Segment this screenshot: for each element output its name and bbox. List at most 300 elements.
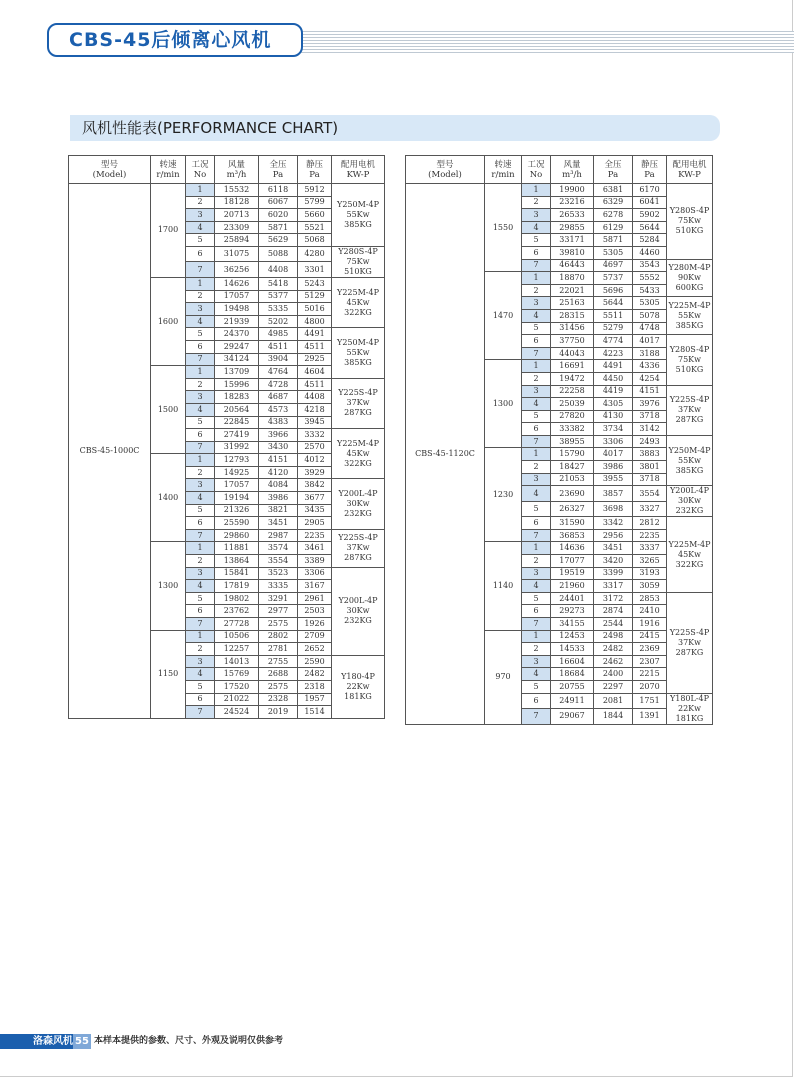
- motor-cell: [332, 378, 385, 428]
- total-pressure-cell: 4305: [594, 398, 633, 411]
- total-pressure-cell: 2874: [594, 605, 633, 618]
- motor-line: 30Kw 232KG: [675, 496, 704, 516]
- column-header: [522, 156, 551, 184]
- static-pressure-cell: 2415: [633, 630, 667, 643]
- motor-line: 287KG: [675, 415, 704, 425]
- airflow-cell: 26533: [551, 209, 594, 222]
- static-pressure-cell: 2235: [633, 529, 667, 542]
- speed-cell: 1300: [151, 542, 186, 630]
- airflow-cell: 14013: [215, 655, 259, 668]
- condition-cell: 4: [186, 221, 215, 234]
- motor-cell: [667, 693, 713, 724]
- static-pressure-cell: 2482: [298, 668, 332, 681]
- motor-line: Y250M-4P: [337, 338, 379, 348]
- condition-cell: 4: [186, 580, 215, 593]
- column-header: [667, 156, 713, 184]
- condition-cell: 5: [186, 416, 215, 429]
- condition-cell: 6: [186, 340, 215, 353]
- column-header: [633, 156, 667, 184]
- airflow-cell: 29067: [551, 709, 594, 725]
- total-pressure-cell: 3955: [594, 473, 633, 486]
- airflow-cell: 15769: [215, 668, 259, 681]
- airflow-cell: 24524: [215, 706, 259, 719]
- airflow-cell: 25590: [215, 517, 259, 530]
- total-pressure-cell: 4687: [259, 391, 298, 404]
- condition-cell: 4: [522, 309, 551, 322]
- condition-cell: 3: [522, 209, 551, 222]
- condition-cell: 6: [522, 423, 551, 436]
- airflow-cell: 19519: [551, 567, 594, 580]
- motor-line: 510KG: [675, 364, 704, 374]
- static-pressure-cell: 3718: [633, 473, 667, 486]
- airflow-cell: 15790: [551, 448, 594, 461]
- total-pressure-cell: 4408: [259, 262, 298, 278]
- total-pressure-cell: 5377: [259, 290, 298, 303]
- static-pressure-cell: 2709: [298, 630, 332, 643]
- motor-cell: [332, 567, 385, 655]
- airflow-cell: 19472: [551, 372, 594, 385]
- airflow-cell: 23690: [551, 486, 594, 502]
- condition-cell: 3: [186, 479, 215, 492]
- total-pressure-cell: 2498: [594, 630, 633, 643]
- motor-cell: [332, 529, 385, 567]
- total-pressure-cell: 3420: [594, 555, 633, 568]
- motor-line: Y225M-4P: [337, 287, 379, 297]
- static-pressure-cell: 5305: [633, 297, 667, 310]
- airflow-cell: 14626: [215, 277, 259, 290]
- static-pressure-cell: 4511: [298, 378, 332, 391]
- condition-cell: 2: [186, 643, 215, 656]
- static-pressure-cell: 1926: [298, 618, 332, 631]
- airflow-cell: 21053: [551, 473, 594, 486]
- condition-cell: 3: [522, 567, 551, 580]
- total-pressure-cell: 2019: [259, 706, 298, 719]
- condition-cell: 2: [186, 555, 215, 568]
- condition-cell: 2: [186, 466, 215, 479]
- motor-line: Y180L-4P: [669, 693, 710, 703]
- motor-cell: [332, 246, 385, 277]
- performance-table-right: [405, 155, 713, 725]
- static-pressure-cell: 2905: [298, 517, 332, 530]
- condition-cell: 4: [186, 668, 215, 681]
- column-header: [259, 156, 298, 184]
- static-pressure-cell: 2307: [633, 655, 667, 668]
- condition-cell: 5: [522, 680, 551, 693]
- total-pressure-cell: 3451: [259, 517, 298, 530]
- static-pressure-cell: 3945: [298, 416, 332, 429]
- airflow-cell: 18128: [215, 196, 259, 209]
- airflow-cell: 34124: [215, 353, 259, 366]
- static-pressure-cell: 2812: [633, 517, 667, 530]
- page-number: 55: [73, 1034, 91, 1049]
- airflow-cell: 25039: [551, 398, 594, 411]
- static-pressure-cell: 2493: [633, 435, 667, 448]
- static-pressure-cell: 3142: [633, 423, 667, 436]
- total-pressure-cell: 3986: [259, 492, 298, 505]
- airflow-cell: 31992: [215, 441, 259, 454]
- condition-cell: 5: [186, 680, 215, 693]
- table-row: [69, 184, 385, 197]
- static-pressure-cell: 3842: [298, 479, 332, 492]
- total-pressure-cell: 4728: [259, 378, 298, 391]
- motor-line: 45Kw: [677, 549, 701, 559]
- column-header: [485, 156, 522, 184]
- airflow-cell: 12793: [215, 454, 259, 467]
- motor-line: 322KG: [344, 458, 372, 468]
- airflow-cell: 13864: [215, 555, 259, 568]
- column-header: [215, 156, 259, 184]
- speed-cell: 1230: [485, 448, 522, 542]
- airflow-cell: 14533: [551, 643, 594, 656]
- total-pressure-cell: 3904: [259, 353, 298, 366]
- condition-cell: 6: [522, 693, 551, 709]
- condition-cell: 2: [186, 196, 215, 209]
- static-pressure-cell: 5243: [298, 277, 332, 290]
- motor-line: 55Kw: [677, 310, 701, 320]
- motor-line: 90Kw: [677, 272, 701, 282]
- static-pressure-cell: 5912: [298, 184, 332, 197]
- total-pressure-cell: 3317: [594, 580, 633, 593]
- airflow-cell: 16604: [551, 655, 594, 668]
- total-pressure-cell: 5088: [259, 246, 298, 262]
- total-pressure-cell: 3966: [259, 429, 298, 442]
- total-pressure-cell: 5279: [594, 322, 633, 335]
- condition-cell: 7: [186, 706, 215, 719]
- table-header-row: [69, 156, 385, 184]
- column-header-line: No: [193, 169, 207, 180]
- motor-line: Y200L-4P: [338, 596, 378, 606]
- motor-line: 287KG: [344, 408, 372, 418]
- total-pressure-cell: 4120: [259, 466, 298, 479]
- static-pressure-cell: 2853: [633, 592, 667, 605]
- total-pressure-cell: 6020: [259, 209, 298, 222]
- airflow-cell: 19802: [215, 592, 259, 605]
- airflow-cell: 17057: [215, 290, 259, 303]
- condition-cell: 7: [186, 262, 215, 278]
- airflow-cell: 13709: [215, 366, 259, 379]
- motor-line: Y225M-4P: [668, 539, 711, 549]
- condition-cell: 6: [522, 246, 551, 259]
- airflow-cell: 39810: [551, 246, 594, 259]
- total-pressure-cell: 6067: [259, 196, 298, 209]
- airflow-cell: 22021: [551, 284, 594, 297]
- total-pressure-cell: 5418: [259, 277, 298, 290]
- page-title: CBS-45后倾离心风机: [47, 23, 303, 57]
- motor-line: 55Kw: [346, 348, 370, 358]
- total-pressure-cell: 3857: [594, 486, 633, 502]
- total-pressure-cell: 2575: [259, 618, 298, 631]
- motor-line: 232KG: [344, 616, 372, 626]
- total-pressure-cell: 5871: [594, 234, 633, 247]
- static-pressure-cell: 4511: [298, 340, 332, 353]
- airflow-cell: 33171: [551, 234, 594, 247]
- total-pressure-cell: 4017: [594, 448, 633, 461]
- condition-cell: 4: [522, 668, 551, 681]
- condition-cell: 1: [186, 184, 215, 197]
- condition-cell: 6: [522, 335, 551, 348]
- column-header-line: Pa: [272, 169, 284, 180]
- airflow-cell: 18870: [551, 272, 594, 285]
- condition-cell: 3: [522, 655, 551, 668]
- total-pressure-cell: 2956: [594, 529, 633, 542]
- total-pressure-cell: 4573: [259, 403, 298, 416]
- motor-cell: [667, 385, 713, 435]
- airflow-cell: 16691: [551, 360, 594, 373]
- airflow-cell: 29855: [551, 221, 594, 234]
- airflow-cell: 14925: [215, 466, 259, 479]
- speed-cell: 1700: [151, 184, 186, 278]
- condition-cell: 5: [522, 410, 551, 423]
- motor-cell: [667, 435, 713, 485]
- static-pressure-cell: 3976: [633, 398, 667, 411]
- total-pressure-cell: 2544: [594, 618, 633, 631]
- footer-note: 本样本提供的参数、尺寸、外观及说明仅供参考: [94, 1036, 284, 1046]
- total-pressure-cell: 2781: [259, 643, 298, 656]
- motor-line: 600KG: [675, 282, 704, 292]
- condition-cell: 7: [186, 353, 215, 366]
- airflow-cell: 27728: [215, 618, 259, 631]
- motor-cell: [667, 517, 713, 593]
- total-pressure-cell: 5644: [594, 297, 633, 310]
- motor-line: 75Kw: [677, 354, 701, 364]
- condition-cell: 1: [522, 448, 551, 461]
- motor-line: 385KG: [344, 358, 372, 368]
- static-pressure-cell: 4218: [298, 403, 332, 416]
- motor-line: Y280S-4P: [669, 344, 710, 354]
- condition-cell: 1: [186, 366, 215, 379]
- airflow-cell: 31590: [551, 517, 594, 530]
- total-pressure-cell: 3399: [594, 567, 633, 580]
- motor-cell: [667, 184, 713, 260]
- static-pressure-cell: 2070: [633, 680, 667, 693]
- airflow-cell: 24401: [551, 592, 594, 605]
- airflow-cell: 25163: [551, 297, 594, 310]
- static-pressure-cell: 3883: [633, 448, 667, 461]
- motor-line: 181KG: [344, 691, 372, 701]
- total-pressure-cell: 2755: [259, 655, 298, 668]
- airflow-cell: 29273: [551, 605, 594, 618]
- total-pressure-cell: 6278: [594, 209, 633, 222]
- column-header-line: 全压: [269, 159, 287, 170]
- motor-line: 75Kw: [677, 216, 701, 226]
- airflow-cell: 19194: [215, 492, 259, 505]
- static-pressure-cell: 3929: [298, 466, 332, 479]
- total-pressure-cell: 4985: [259, 328, 298, 341]
- total-pressure-cell: 4450: [594, 372, 633, 385]
- column-header-line: 全压: [604, 159, 622, 170]
- total-pressure-cell: 6118: [259, 184, 298, 197]
- motor-line: 287KG: [675, 647, 704, 657]
- motor-line: 322KG: [344, 307, 372, 317]
- airflow-cell: 22258: [551, 385, 594, 398]
- static-pressure-cell: 1751: [633, 693, 667, 709]
- total-pressure-cell: 5629: [259, 234, 298, 247]
- motor-line: 37Kw: [346, 398, 370, 408]
- airflow-cell: 29247: [215, 340, 259, 353]
- motor-line: 45Kw: [346, 297, 370, 307]
- section-title: 风机性能表(PERFORMANCE CHART): [70, 115, 720, 141]
- total-pressure-cell: 6129: [594, 221, 633, 234]
- static-pressure-cell: 4254: [633, 372, 667, 385]
- performance-table-left: [68, 155, 385, 719]
- condition-cell: 3: [186, 209, 215, 222]
- static-pressure-cell: 3193: [633, 567, 667, 580]
- motor-cell: [332, 479, 385, 529]
- condition-cell: 4: [186, 403, 215, 416]
- motor-line: Y280S-4P: [669, 206, 710, 216]
- condition-cell: 5: [522, 234, 551, 247]
- motor-line: Y180-4P: [341, 671, 375, 681]
- speed-cell: 970: [485, 630, 522, 724]
- total-pressure-cell: 3554: [259, 555, 298, 568]
- total-pressure-cell: 2081: [594, 693, 633, 709]
- static-pressure-cell: 3677: [298, 492, 332, 505]
- condition-cell: 2: [522, 461, 551, 474]
- airflow-cell: 23762: [215, 605, 259, 618]
- condition-cell: 3: [186, 391, 215, 404]
- motor-line: 510KG: [675, 226, 704, 236]
- static-pressure-cell: 1957: [298, 693, 332, 706]
- static-pressure-cell: 2590: [298, 655, 332, 668]
- condition-cell: 4: [522, 221, 551, 234]
- speed-cell: 1550: [485, 184, 522, 272]
- column-header-line: 风量: [563, 159, 581, 170]
- condition-cell: 3: [186, 655, 215, 668]
- total-pressure-cell: 6381: [594, 184, 633, 197]
- static-pressure-cell: 3554: [633, 486, 667, 502]
- airflow-cell: 20713: [215, 209, 259, 222]
- airflow-cell: 20564: [215, 403, 259, 416]
- condition-cell: 5: [522, 501, 551, 517]
- motor-line: 75Kw 510KG: [344, 256, 372, 276]
- airflow-cell: 26327: [551, 501, 594, 517]
- airflow-cell: 21326: [215, 504, 259, 517]
- airflow-cell: 24370: [215, 328, 259, 341]
- condition-cell: 4: [522, 398, 551, 411]
- condition-cell: 4: [186, 492, 215, 505]
- condition-cell: 3: [186, 567, 215, 580]
- condition-cell: 6: [522, 517, 551, 530]
- footer-brand-label: 洛森风机: [33, 1036, 73, 1047]
- static-pressure-cell: 2961: [298, 592, 332, 605]
- condition-cell: 2: [522, 284, 551, 297]
- column-header-line: 静压: [640, 159, 658, 170]
- static-pressure-cell: 5433: [633, 284, 667, 297]
- total-pressure-cell: 4511: [259, 340, 298, 353]
- static-pressure-cell: 5799: [298, 196, 332, 209]
- motor-line: 181KG: [675, 713, 704, 723]
- column-header-line: 风量: [227, 159, 245, 170]
- total-pressure-cell: 4151: [259, 454, 298, 467]
- motor-line: 287KG: [344, 553, 372, 563]
- condition-cell: 7: [522, 618, 551, 631]
- static-pressure-cell: 3306: [298, 567, 332, 580]
- airflow-cell: 46443: [551, 259, 594, 272]
- motor-line: Y200L-4P: [338, 489, 378, 499]
- condition-cell: 2: [522, 643, 551, 656]
- condition-cell: 5: [186, 328, 215, 341]
- motor-line: Y225S-4P: [669, 395, 710, 405]
- condition-cell: 3: [186, 303, 215, 316]
- total-pressure-cell: 2688: [259, 668, 298, 681]
- static-pressure-cell: 5521: [298, 221, 332, 234]
- column-header-line: Pa: [607, 169, 619, 180]
- motor-line: Y250M-4P: [668, 445, 711, 455]
- condition-cell: 4: [522, 486, 551, 502]
- total-pressure-cell: 4419: [594, 385, 633, 398]
- total-pressure-cell: 5871: [259, 221, 298, 234]
- airflow-cell: 23309: [215, 221, 259, 234]
- total-pressure-cell: 3574: [259, 542, 298, 555]
- condition-cell: 2: [522, 555, 551, 568]
- motor-line: Y200L-4P: [669, 486, 710, 496]
- static-pressure-cell: 5644: [633, 221, 667, 234]
- speed-cell: 1500: [151, 366, 186, 454]
- condition-cell: 6: [186, 693, 215, 706]
- airflow-cell: 17819: [215, 580, 259, 593]
- total-pressure-cell: 6329: [594, 196, 633, 209]
- condition-cell: 1: [522, 542, 551, 555]
- static-pressure-cell: 2925: [298, 353, 332, 366]
- total-pressure-cell: 2400: [594, 668, 633, 681]
- motor-line: 22Kw: [677, 703, 701, 713]
- motor-line: Y280S-4P: [338, 246, 378, 256]
- motor-line: Y225S-4P: [338, 388, 378, 398]
- total-pressure-cell: 4774: [594, 335, 633, 348]
- static-pressure-cell: 2369: [633, 643, 667, 656]
- airflow-cell: 36256: [215, 262, 259, 278]
- total-pressure-cell: 5696: [594, 284, 633, 297]
- airflow-cell: 22845: [215, 416, 259, 429]
- column-header-line: r/min: [491, 169, 515, 180]
- condition-cell: 3: [522, 297, 551, 310]
- condition-cell: 1: [522, 630, 551, 643]
- total-pressure-cell: 4491: [594, 360, 633, 373]
- condition-cell: 5: [186, 592, 215, 605]
- motor-line: 55Kw: [677, 455, 701, 465]
- airflow-cell: 18427: [551, 461, 594, 474]
- condition-cell: 7: [522, 529, 551, 542]
- condition-cell: 5: [186, 504, 215, 517]
- airflow-cell: 10506: [215, 630, 259, 643]
- condition-cell: 2: [186, 378, 215, 391]
- motor-line: Y225S-4P: [338, 533, 378, 543]
- static-pressure-cell: 5078: [633, 309, 667, 322]
- total-pressure-cell: 3306: [594, 435, 633, 448]
- condition-cell: 1: [186, 277, 215, 290]
- motor-line: 37Kw: [677, 637, 701, 647]
- static-pressure-cell: 3435: [298, 504, 332, 517]
- motor-line: Y225M-4P: [337, 438, 379, 448]
- motor-line: 30Kw: [346, 606, 370, 616]
- motor-cell: [332, 429, 385, 479]
- static-pressure-cell: 3327: [633, 501, 667, 517]
- motor-line: Y250M-4P: [337, 199, 379, 209]
- column-header-line: 转速: [159, 159, 177, 170]
- airflow-cell: 33382: [551, 423, 594, 436]
- total-pressure-cell: 3342: [594, 517, 633, 530]
- total-pressure-cell: 3291: [259, 592, 298, 605]
- column-header-line: No: [529, 169, 543, 180]
- column-header-line: Pa: [644, 169, 655, 180]
- condition-cell: 7: [186, 441, 215, 454]
- static-pressure-cell: 2652: [298, 643, 332, 656]
- static-pressure-cell: 2410: [633, 605, 667, 618]
- motor-line: 232KG: [344, 509, 372, 519]
- airflow-cell: 23216: [551, 196, 594, 209]
- static-pressure-cell: 4151: [633, 385, 667, 398]
- motor-line: 55Kw: [346, 209, 370, 219]
